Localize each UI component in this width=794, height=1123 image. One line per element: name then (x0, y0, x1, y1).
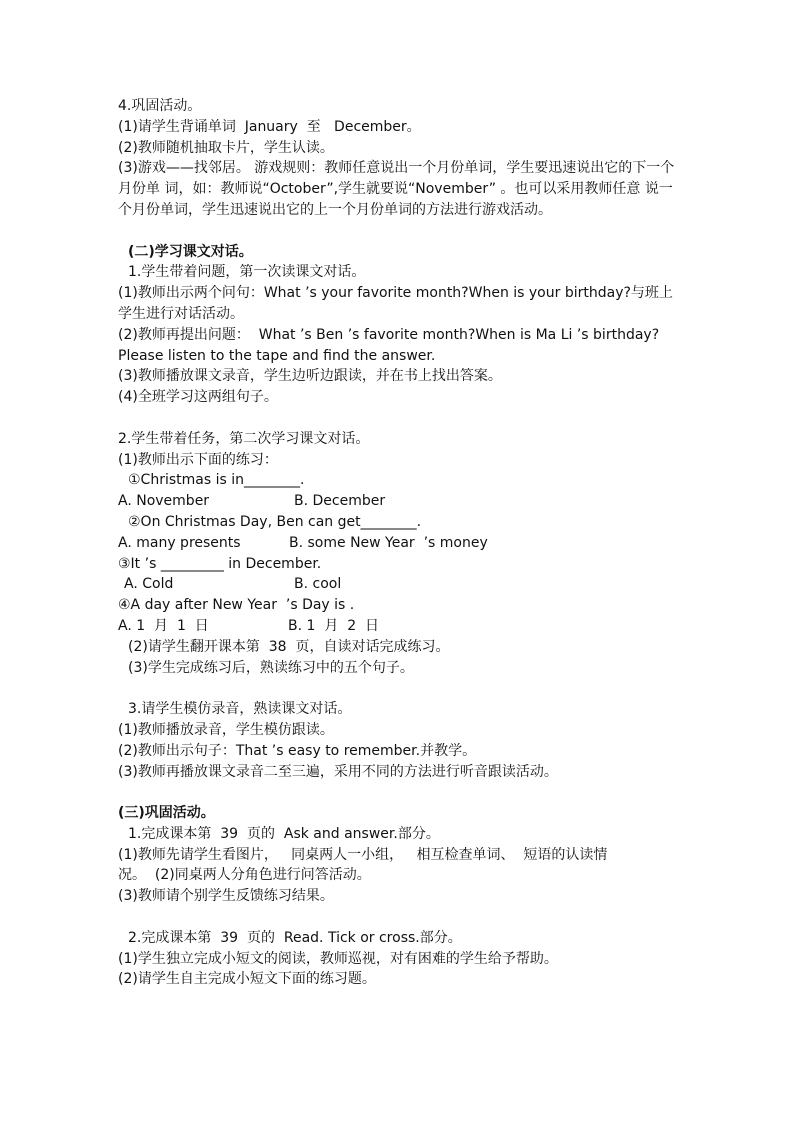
part3-step2-title: 2.完成课本第 39 页的 Read. Tick or cross.部分。 (128, 929, 462, 946)
option-b: B. 1 月 2 日 (288, 617, 380, 634)
part3-step1-l1a: (1)教师先请学生看图片， 同桌两人一小组， 相互检查单词、 短语的认读情 (118, 846, 608, 863)
part2-step1-line2b: Please listen to the tape and find the answer. (118, 347, 436, 364)
part2-step2-intro: (1)教师出示下面的练习： (118, 451, 278, 468)
part3-step1-title: 1.完成课本第 39 页的 Ask and answer.部分。 (128, 825, 440, 842)
part2-step2-p3: (3)学生完成练习后，熟读练习中的五个句子。 (128, 659, 414, 676)
exercise-options-4 (118, 616, 678, 637)
part2-step1-line2a: (2)教师再提出问题： What ’s Ben ’s favorite month?When is Ma Li ’s birthday? (118, 326, 660, 343)
part2-heading: (二)学习课文对话。 (128, 243, 253, 260)
exercise-question-3: ③It ’s _________ in December. (118, 555, 322, 572)
option-a: A. many presents (118, 534, 241, 551)
exercise-options-3 (118, 574, 678, 595)
part2-step1-line4: (4)全班学习这两组句子。 (118, 389, 278, 406)
option-b: B. some New Year ’s money (289, 534, 488, 551)
part2-step1-title: 1.学生带着问题，第一次读课文对话。 (128, 264, 366, 281)
part3-step2-l1: (1)学生独立完成小短文的阅读，教师巡视，对有困难的学生给予帮助。 (118, 950, 558, 967)
option-a: A. Cold (124, 576, 174, 593)
part2-step3-l2: (2)教师出示句子：That ’s easy to remember.并教学。 (118, 742, 477, 759)
part2-step1-line1a: (1)教师出示两个问句：What ’s your favorite month?When is your birthday?与班上 (118, 285, 673, 302)
part2-step3-title: 3.请学生模仿录音，熟读课文对话。 (128, 701, 352, 718)
option-a: A. 1 月 1 日 (118, 617, 209, 634)
section4-heading: 4.巩固活动。 (118, 98, 202, 114)
section4-item-1: (1)请学生背诵单词 January 至 December。 (118, 118, 421, 135)
exercise-options-1 (118, 491, 678, 512)
part3-step2-l2: (2)请学生自主完成小短文下面的练习题。 (118, 971, 376, 988)
option-b: B. December (294, 493, 386, 510)
part2-step1-line1b: 学生进行对话活动。 (118, 305, 244, 322)
part3-heading: (三)巩固活动。 (118, 805, 215, 822)
part2-step3-l1: (1)教师播放录音，学生模仿跟读。 (118, 721, 334, 738)
part2-step2-p2: (2)请学生翻开课本第 38 页，自读对话完成练习。 (128, 638, 450, 655)
document-body (118, 96, 678, 990)
option-b: B. cool (294, 576, 342, 593)
exercise-question-4: ④A day after New Year ’s Day is . (118, 597, 355, 614)
section4-item-2: (2)教师随机抽取卡片，学生认读。 (118, 139, 334, 156)
part2-step2-title: 2.学生带着任务，第二次学习课文对话。 (118, 430, 370, 447)
option-a: A. November (118, 493, 210, 510)
exercise-options-2 (118, 533, 678, 554)
exercise-question-1: ①Christmas is in________. (128, 472, 305, 489)
part2-step1-line3: (3)教师播放课文录音，学生边听边跟读，并在书上找出答案。 (118, 368, 502, 385)
exercise-question-2: ②On Christmas Day, Ben can get________. (128, 513, 422, 530)
part3-step1-l1b: 况。 (2)同桌两人分角色进行问答活动。 (118, 867, 371, 884)
part2-step3-l3: (3)教师再播放课文录音二至三遍，采用不同的方法进行听音跟读活动。 (118, 763, 558, 780)
section4-game-paragraph: (3)游戏——找邻居。 游戏规则：教师任意说出一个月份单词，学生要迅速说出它的下一个月份单 词，如：教师说“October”,学生就要说“November” 。也可以采用教师任意 说一个月份单词，学生迅速说出它的上一个月份单词的方法进行游戏活动。 (118, 160, 675, 218)
part3-step1-l3: (3)教师请个别学生反馈练习结果。 (118, 888, 334, 905)
